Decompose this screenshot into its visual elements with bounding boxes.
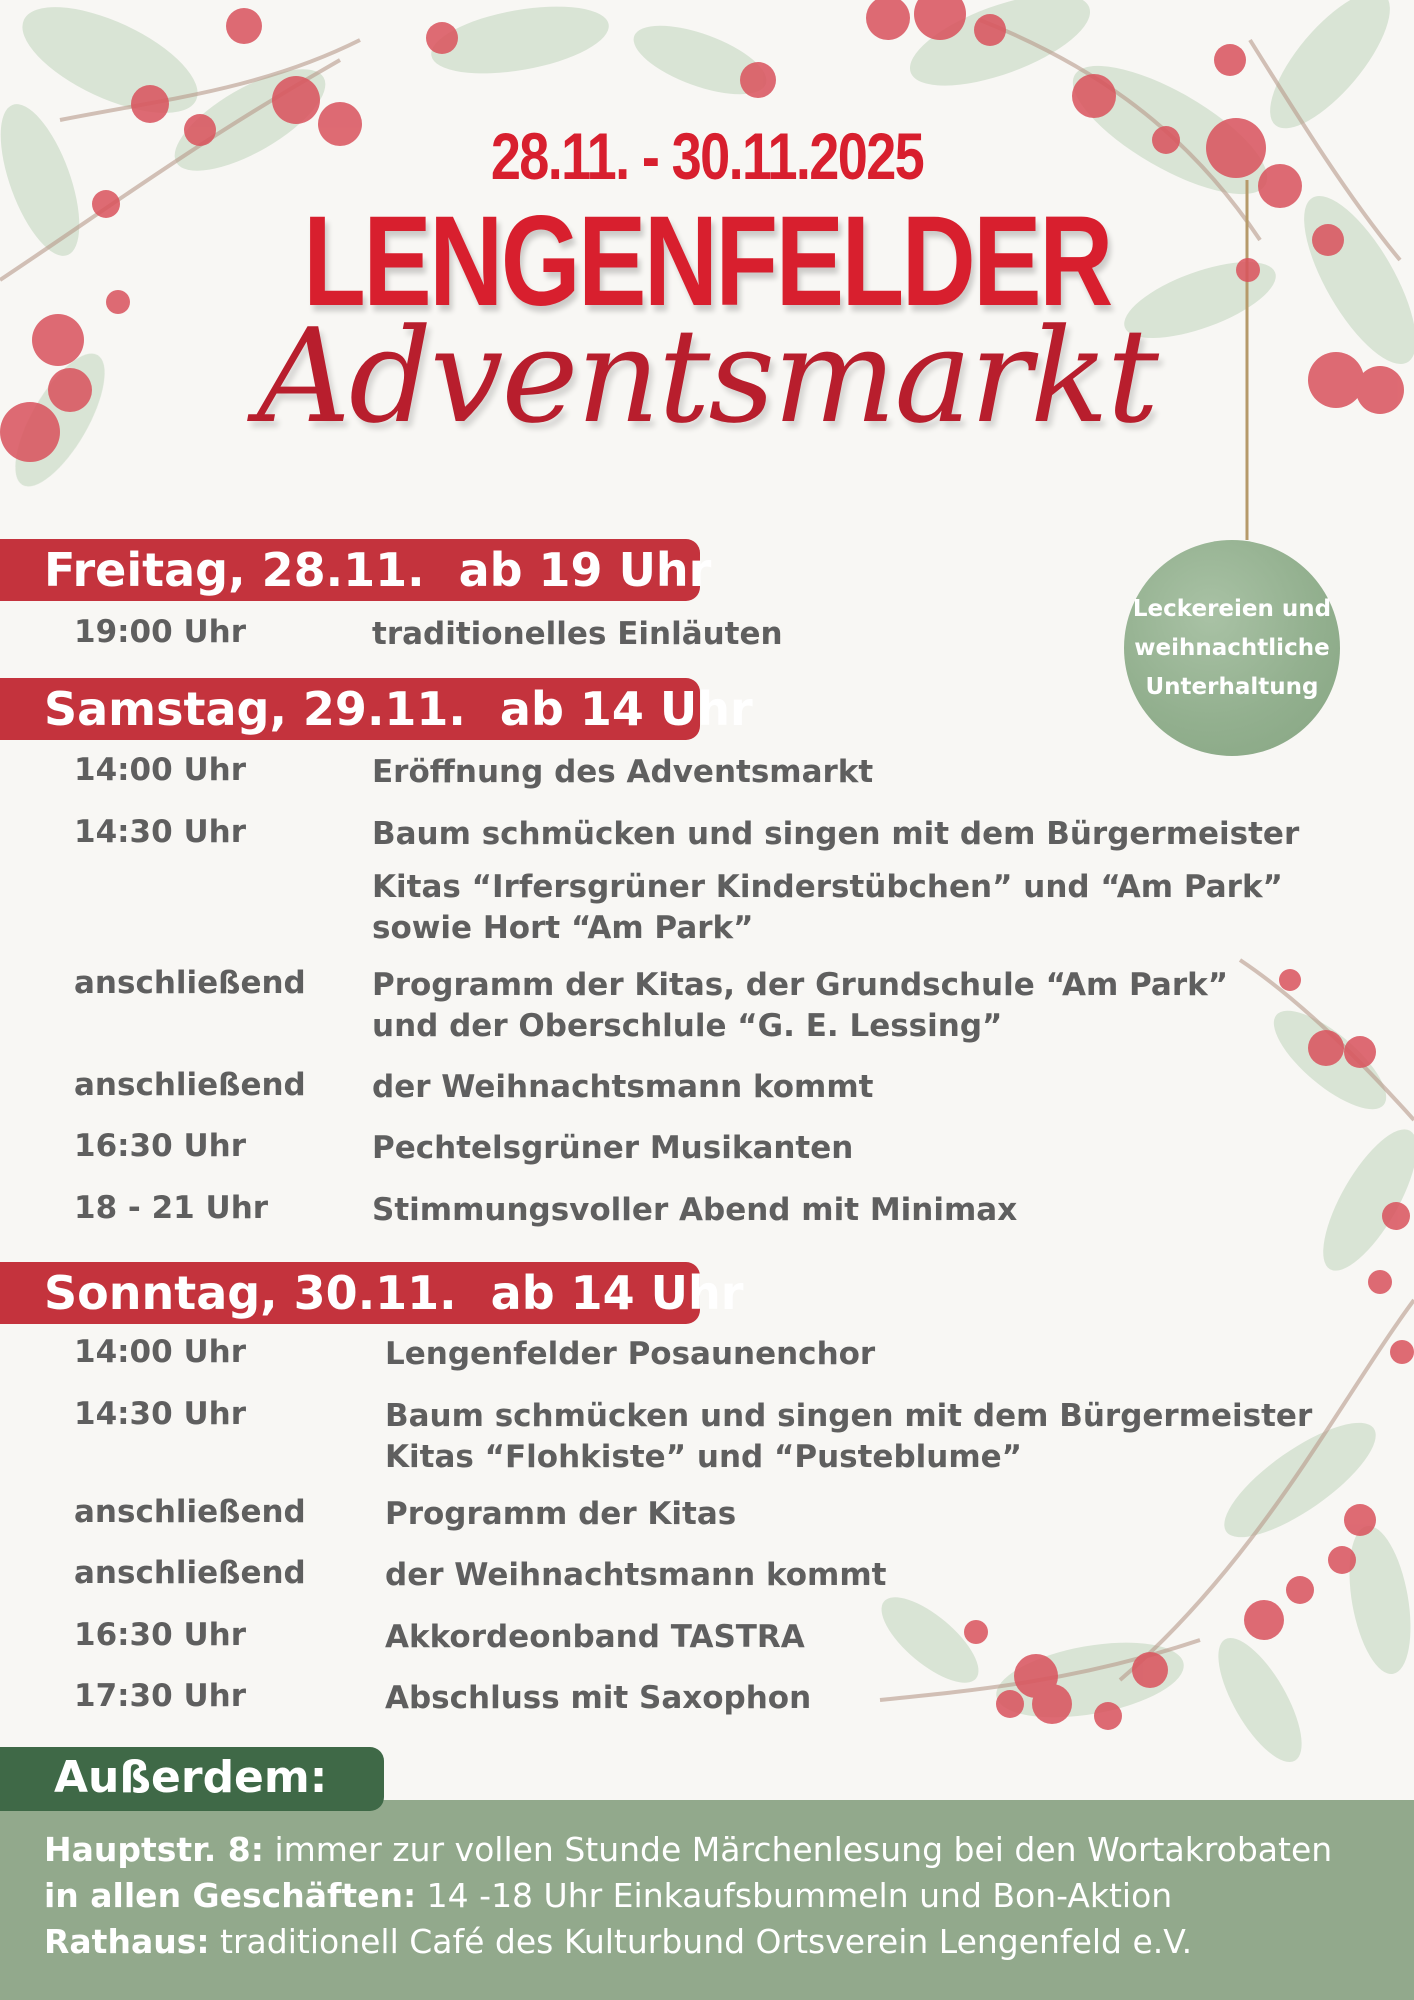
schedule-time: anschließend: [74, 1067, 306, 1103]
day-banner-saturday: [0, 678, 753, 740]
extras-text: traditionell Café des Kulturbund Ortsverein Lengenfeld e.V.: [209, 1922, 1193, 1961]
schedule-time: 16:30 Uhr: [74, 1617, 246, 1653]
schedule-desc: Programm der Kitas: [385, 1496, 737, 1532]
extras-footer: [0, 1800, 1414, 2000]
schedule-time: anschließend: [74, 1494, 306, 1530]
schedule-desc: Abschluss mit Saxophon: [385, 1680, 812, 1716]
schedule-time: anschließend: [74, 965, 306, 1001]
schedule-desc: Stimmungsvoller Abend mit Minimax: [372, 1192, 1018, 1228]
schedule-desc: Baum schmücken und singen mit dem Bürgermeister Kitas “Flohkiste” und “Pusteblume”: [385, 1398, 1313, 1475]
event-title: LENGENFELDER: [303, 190, 1111, 333]
extras-text: 14 -18 Uhr Einkaufsbummeln und Bon-Aktion: [416, 1876, 1173, 1915]
event-subtitle: Adventsmarkt: [256, 300, 1158, 452]
highlights-badge: [1124, 540, 1340, 756]
schedule-time: 14:00 Uhr: [74, 1334, 246, 1370]
day-label: Samstag, 29.11.: [44, 682, 466, 736]
schedule-time: 19:00 Uhr: [74, 614, 246, 650]
extras-label: in allen Geschäften:: [44, 1876, 417, 1915]
schedule-desc: Programm der Kitas, der Grundschule “Am Park” und der Oberschlule “G. E. Lessing”: [372, 967, 1229, 1044]
day-label: Freitag, 28.11.: [44, 543, 425, 597]
extras-label: Rathaus:: [44, 1922, 210, 1961]
schedule-desc: Lengenfelder Posaunenchor: [385, 1336, 876, 1372]
schedule-desc: Baum schmücken und singen mit dem Bürgermeister: [372, 816, 1300, 852]
schedule-time: 14:30 Uhr: [74, 814, 246, 850]
badge-line: Leckereien und: [1132, 595, 1332, 622]
day-start: ab 14 Uhr: [490, 1266, 744, 1320]
badge-line: weihnachtliche: [1134, 634, 1330, 661]
extras-line: [44, 1876, 1172, 1915]
day-banner-friday: [0, 539, 712, 601]
schedule-time: 14:00 Uhr: [74, 752, 246, 788]
schedule-desc: Pechtelsgrüner Musikanten: [372, 1130, 854, 1166]
badge-line: Unterhaltung: [1145, 673, 1319, 700]
schedule-time: 18 - 21 Uhr: [74, 1190, 269, 1226]
day-banner-sunday: [0, 1262, 744, 1324]
schedule-desc: traditionelles Einläuten: [372, 616, 783, 652]
schedule-time: 17:30 Uhr: [74, 1678, 246, 1714]
day-start: ab 19 Uhr: [458, 543, 712, 597]
day-start: ab 14 Uhr: [499, 682, 753, 736]
extras-heading: Außerdem:: [0, 1747, 384, 1811]
schedule-time: 14:30 Uhr: [74, 1396, 246, 1432]
extras-text: immer zur vollen Stunde Märchenlesung bei den Wortakrobaten: [263, 1830, 1333, 1869]
schedule-time: 16:30 Uhr: [74, 1128, 246, 1164]
schedule-time: anschließend: [74, 1555, 306, 1591]
schedule-desc: Kitas “Irfersgrüner Kinderstübchen” und “Am Park” sowie Hort “Am Park”: [372, 869, 1283, 946]
schedule-desc: Eröffnung des Adventsmarkt: [372, 754, 874, 790]
schedule-desc: der Weihnachtsmann kommt: [385, 1557, 887, 1593]
extras-line: [44, 1830, 1332, 1869]
extras-line: [44, 1922, 1192, 1961]
schedule-desc: Akkordeonband TASTRA: [385, 1619, 805, 1655]
day-label: Sonntag, 30.11.: [44, 1266, 457, 1320]
schedule-desc: der Weihnachtsmann kommt: [372, 1069, 874, 1105]
event-dates: 28.11. - 30.11.2025: [490, 119, 924, 193]
extras-label: Hauptstr. 8:: [44, 1830, 264, 1869]
